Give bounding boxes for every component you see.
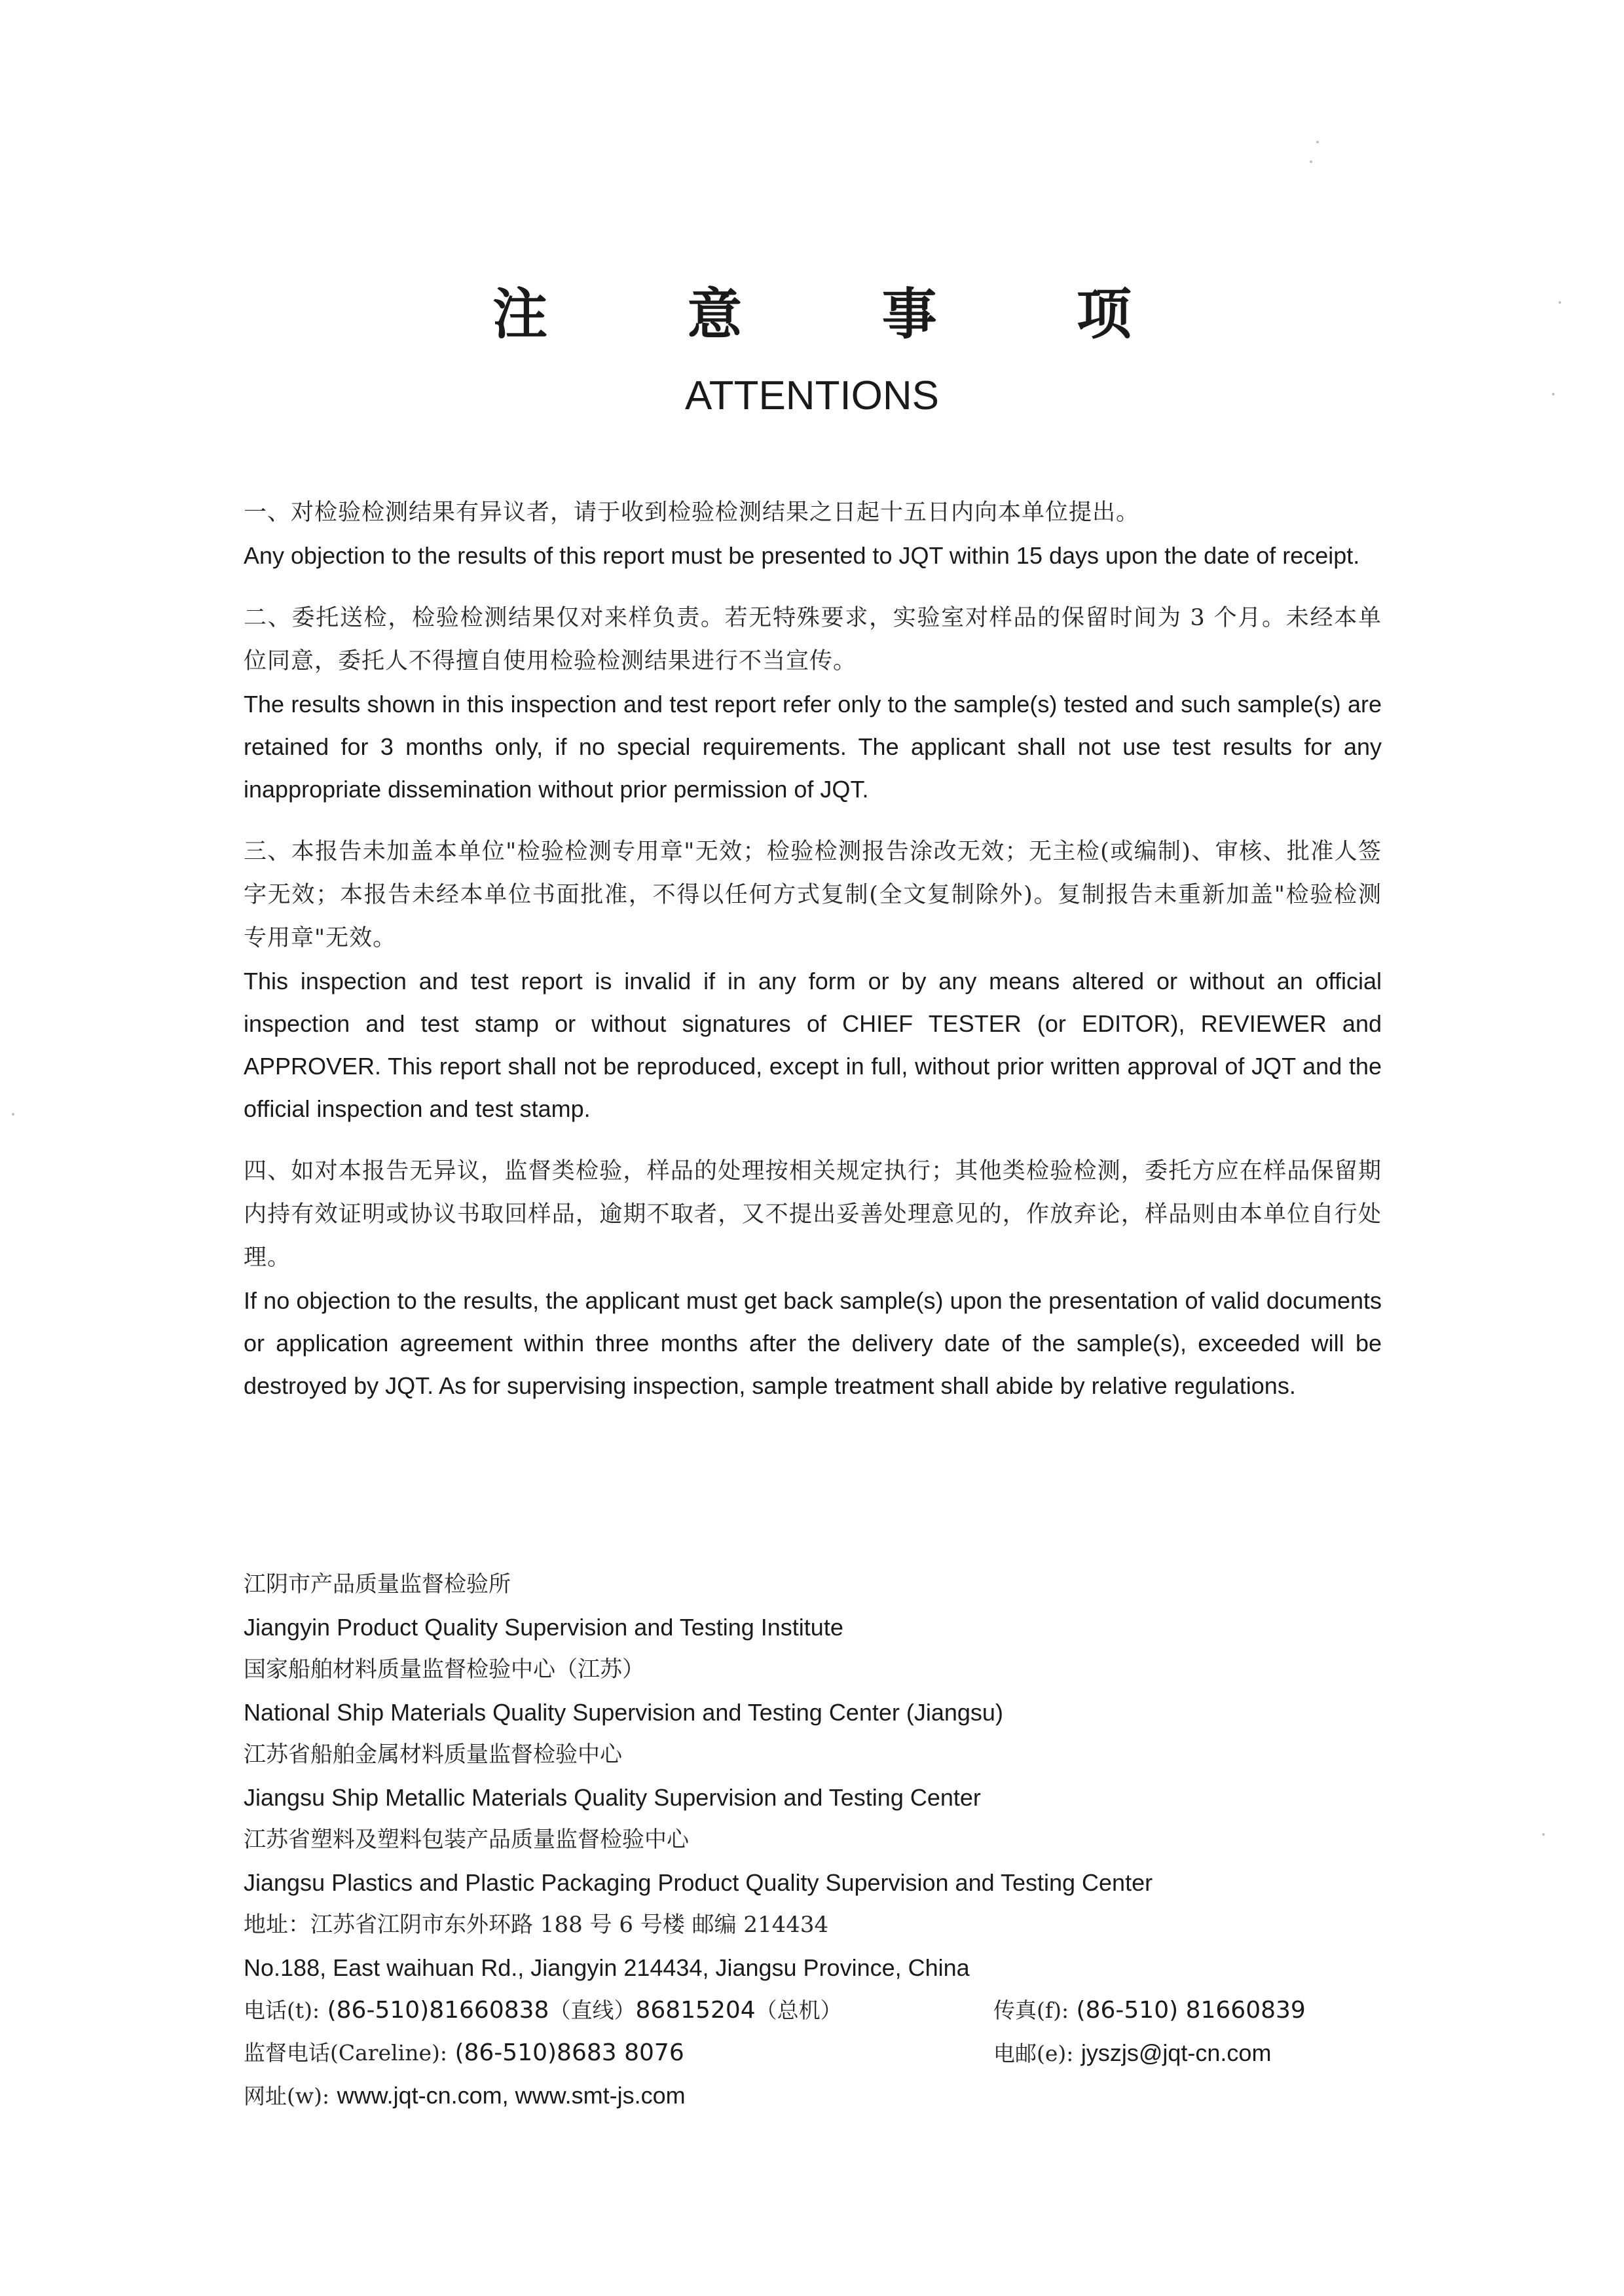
attention-item-4 bbox=[244, 1150, 1382, 1407]
attention-text-cn: 三、本报告未加盖本单位"检验检测专用章"无效；检验检测报告涂改无效；无主检(或编制)、审核、批准人签字无效；本报告未经本单位书面批准，不得以任何方式复制(全文复制除外)。复制报告未重新加盖"检验检测专用章"无效。 bbox=[244, 839, 1382, 951]
email-label: 电邮(e): bbox=[993, 2041, 1074, 2066]
contact-block bbox=[244, 1563, 1396, 2117]
attention-text-en: If no objection to the results, the applicant must get back sample(s) upon the presentation of valid documents or application agreement within three months after the delivery date of the sample(s), exceeded will be destroyed by JQT. As for supervising inspection, sample treatment shall abide by relative regulations. bbox=[244, 1287, 1382, 1399]
attention-item-2 bbox=[244, 596, 1382, 811]
fax-number: (86-510) 81660839 bbox=[1076, 1997, 1306, 2024]
attention-list bbox=[244, 491, 1382, 1427]
phone-number: 86815204 bbox=[635, 1997, 756, 2024]
scan-speck bbox=[1316, 141, 1319, 143]
phone-fax-row bbox=[244, 1989, 1396, 2032]
scan-speck bbox=[12, 1113, 14, 1116]
org-name-cn: 国家船舶材料质量监督检验中心（江苏） bbox=[244, 1656, 644, 1683]
address-cn: 地址：江苏省江阴市东外环路 188 号 6 号楼 邮编 214434 bbox=[244, 1912, 829, 1938]
website-line bbox=[244, 2074, 686, 2117]
attention-text-cn: 四、如对本报告无异议，监督类检验，样品的处理按相关规定执行；其他类检验检测，委托方应在样品保留期内持有效证明或协议书取回样品，逾期不取者，又不提出妥善处理意见的，作放弃论，样品则由本单位自行处理。 bbox=[244, 1158, 1382, 1271]
attention-item-3 bbox=[244, 830, 1382, 1130]
fax-label: 传真(f): bbox=[993, 1997, 1069, 2023]
fax-line bbox=[993, 1989, 1306, 2032]
scan-speck bbox=[1542, 1833, 1545, 1836]
phone-line bbox=[244, 1989, 842, 2032]
scan-speck bbox=[1310, 160, 1312, 163]
org-name-en: National Ship Materials Quality Supervision and Testing Center (Jiangsu) bbox=[244, 1699, 1003, 1726]
phone-label: 电话(t): bbox=[244, 1997, 320, 2023]
org-name-en: Jiangyin Product Quality Supervision and Testing Institute bbox=[244, 1614, 843, 1641]
attention-item-1 bbox=[244, 491, 1382, 577]
attention-text-en: The results shown in this inspection and test report refer only to the sample(s) tested and such sample(s) are retained for 3 months only, if no special requirements. The applicant shall not use test results for any inappropriate dissemination without prior permission of JQT. bbox=[244, 691, 1382, 803]
website-urls: www.jqt-cn.com, www.smt-js.com bbox=[337, 2082, 686, 2109]
address-en: No.188, East waihuan Rd., Jiangyin 214434, Jiangsu Province, China bbox=[244, 1954, 970, 1981]
careline-line bbox=[244, 2032, 684, 2074]
email-line bbox=[993, 2032, 1271, 2075]
careline-number: (86-510)8683 8076 bbox=[454, 2039, 684, 2066]
careline-label: 监督电话(Careline): bbox=[244, 2040, 447, 2066]
page-title-en: ATTENTIONS bbox=[684, 373, 940, 418]
email-address: jyszjs@jqt-cn.com bbox=[1080, 2039, 1272, 2066]
careline-email-row bbox=[244, 2032, 1396, 2074]
org-name-cn: 江苏省船舶金属材料质量监督检验中心 bbox=[244, 1741, 622, 1768]
org-name-en: Jiangsu Ship Metallic Materials Quality Supervision and Testing Center bbox=[244, 1784, 981, 1811]
page-title-cn: 注 意 事 项 bbox=[492, 282, 1192, 346]
attention-text-en: This inspection and test report is invalid if in any form or by any means altered or without an official inspection and test stamp or without signatures of CHIEF TESTER (or EDITOR), REVIEWER and APPROVER. This report shall not be reproduced, except in full, without prior written approval of JQT and the official inspection and test stamp. bbox=[244, 968, 1382, 1122]
org-name-en: Jiangsu Plastics and Plastic Packaging Product Quality Supervision and Testing Center bbox=[244, 1869, 1153, 1896]
phone-note: （直线） bbox=[549, 1997, 636, 2023]
website-row bbox=[244, 2074, 1396, 2117]
attention-text-en: Any objection to the results of this report must be presented to JQT within 15 days upon the date of receipt. bbox=[244, 542, 1360, 569]
website-label: 网址(w): bbox=[244, 2083, 330, 2109]
attention-text-cn: 二、委托送检，检验检测结果仅对来样负责。若无特殊要求，实验室对样品的保留时间为 3 个月。未经本单位同意，委托人不得擅自使用检验检测结果进行不当宣传。 bbox=[244, 605, 1382, 674]
phone-note: （总机） bbox=[755, 1997, 842, 2023]
org-name-cn: 江苏省塑料及塑料包装产品质量监督检验中心 bbox=[244, 1827, 689, 1853]
phone-number: (86-510)81660838 bbox=[327, 1997, 549, 2024]
org-name-cn: 江阴市产品质量监督检验所 bbox=[244, 1571, 511, 1597]
attention-text-cn: 一、对检验检测结果有异议者，请于收到检验检测结果之日起十五日内向本单位提出。 bbox=[244, 500, 1140, 526]
